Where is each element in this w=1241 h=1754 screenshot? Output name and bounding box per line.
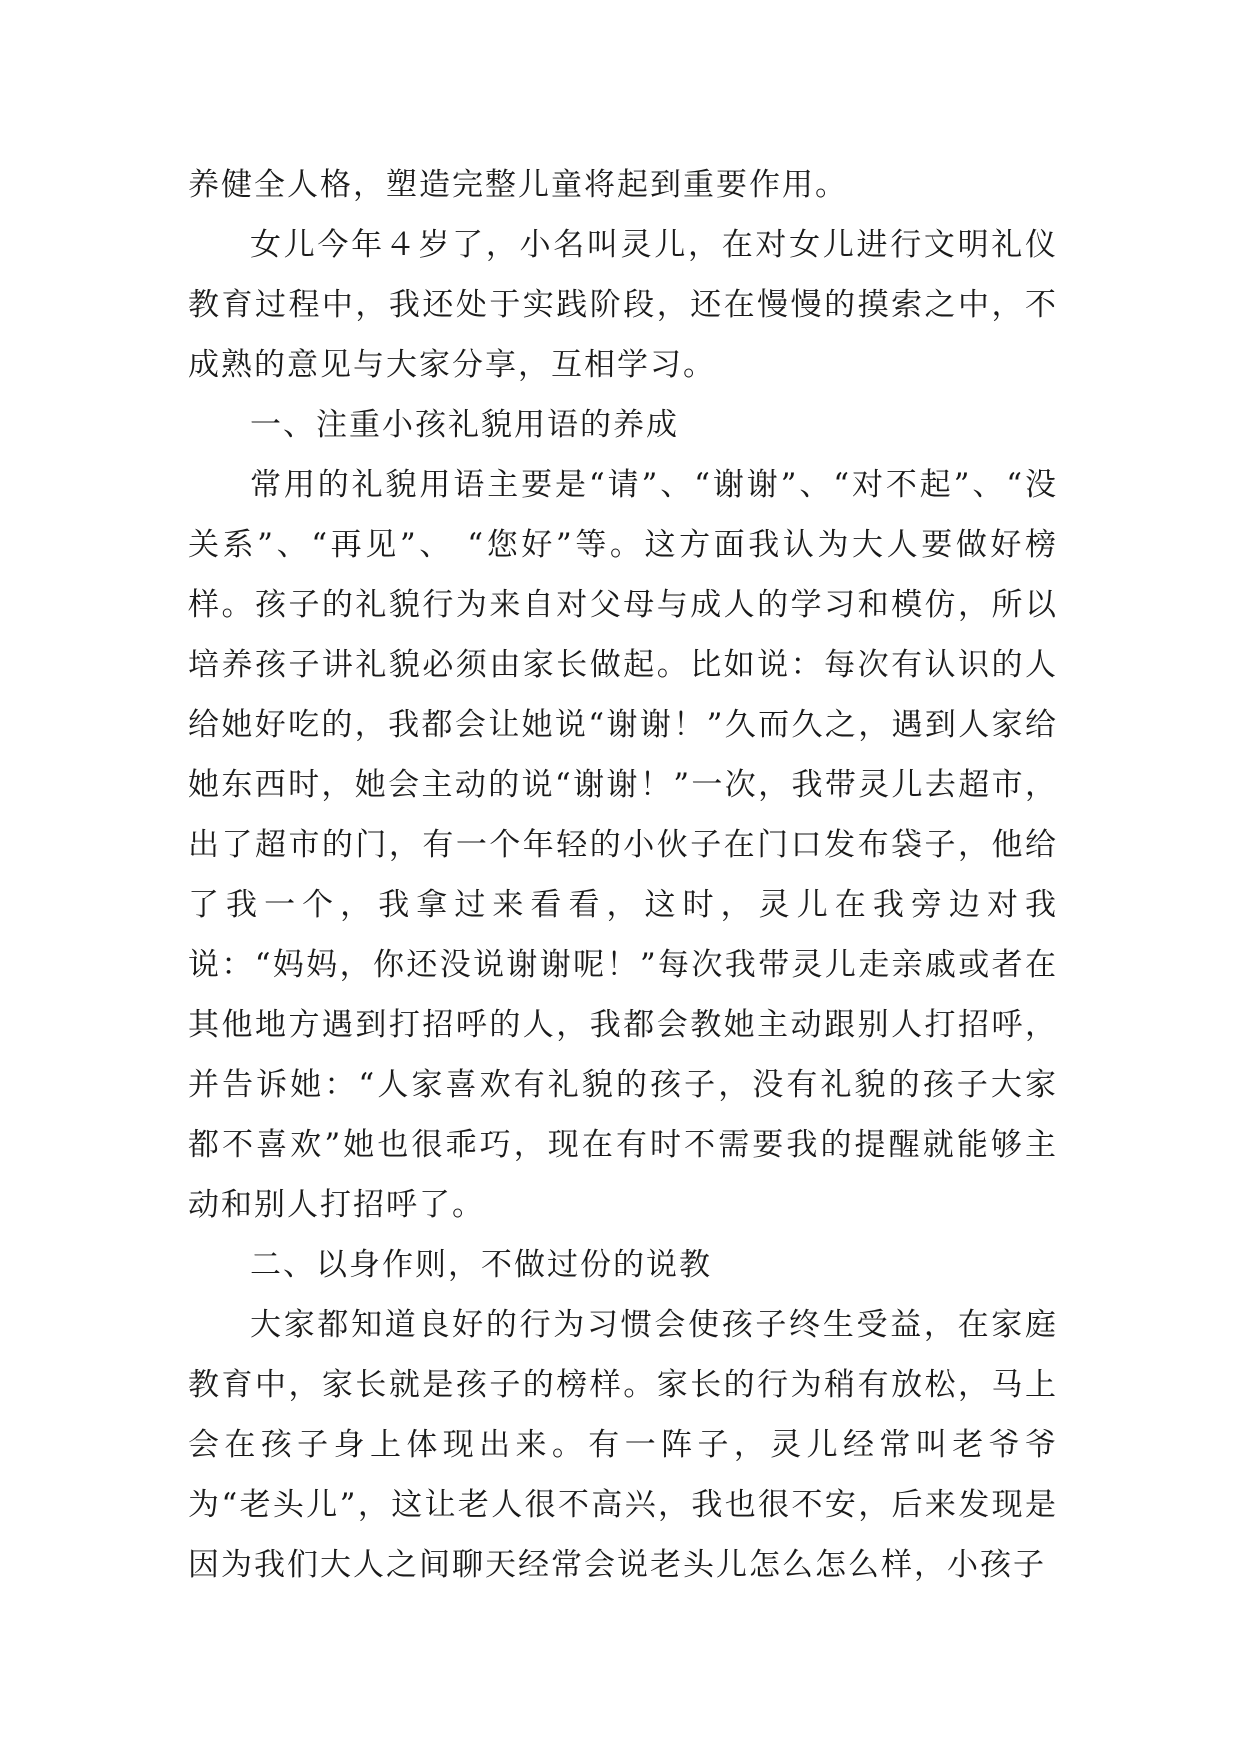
paragraph-section-2: 大家都知道良好的行为习惯会使孩子终生受益，在家庭教育中，家长就是孩子的榜样。家长的行为稍有放松，马上会在孩子身上体现出来。有一阵子，灵儿经常叫老爷爷为“老头儿”，这让老人很不高兴，我也很不安，后来发现是因为我们大人之间聊天经常会说老头儿怎么怎么样，小孩子 (188, 1307, 1058, 1583)
paragraph-intro: 女儿今年４岁了，小名叫灵儿，在对女儿进行文明礼仪教育过程中，我还处于实践阶段，还在慢慢的摸索之中，不成熟的意见与大家分享，互相学习。 (188, 227, 1058, 383)
section-heading-1: 一、注重小孩礼貌用语的养成 (250, 407, 679, 443)
paragraph-section-1: 常用的礼貌用语主要是“请”、“谢谢”、“对不起”、“没关系”、“再见”、 “您好”等。这方面我认为大人要做好榜样。孩子的礼貌行为来自对父母与成人的学习和模仿，所以培养孩子讲礼貌必须由家长做起。比如说：每次有认识的人给她好吃的，我都会让她说“谢谢！”久而久之，遇到人家给她东西时，她会主动的说“谢谢！”一次，我带灵儿去超市，出了超市的门，有一个年轻的小伙子在门口发布袋子，他给了我一个，我拿过来看看，这时，灵儿在我旁边对我说：“妈妈，你还没说谢谢呢！”每次我带灵儿走亲戚或者在其他地方遇到打招呼的人，我都会教她主动跟别人打招呼，并告诉她：“人家喜欢有礼貌的孩子，没有礼貌的孩子大家都不喜欢”她也很乖巧，现在有时不需要我的提醒就能够主动和别人打招呼了。 (188, 467, 1058, 1223)
document-body (188, 155, 1058, 1595)
section-heading-2: 二、以身作则，不做过份的说教 (250, 1247, 712, 1283)
paragraph-continued: 养健全人格，塑造完整儿童将起到重要作用。 (188, 167, 848, 203)
